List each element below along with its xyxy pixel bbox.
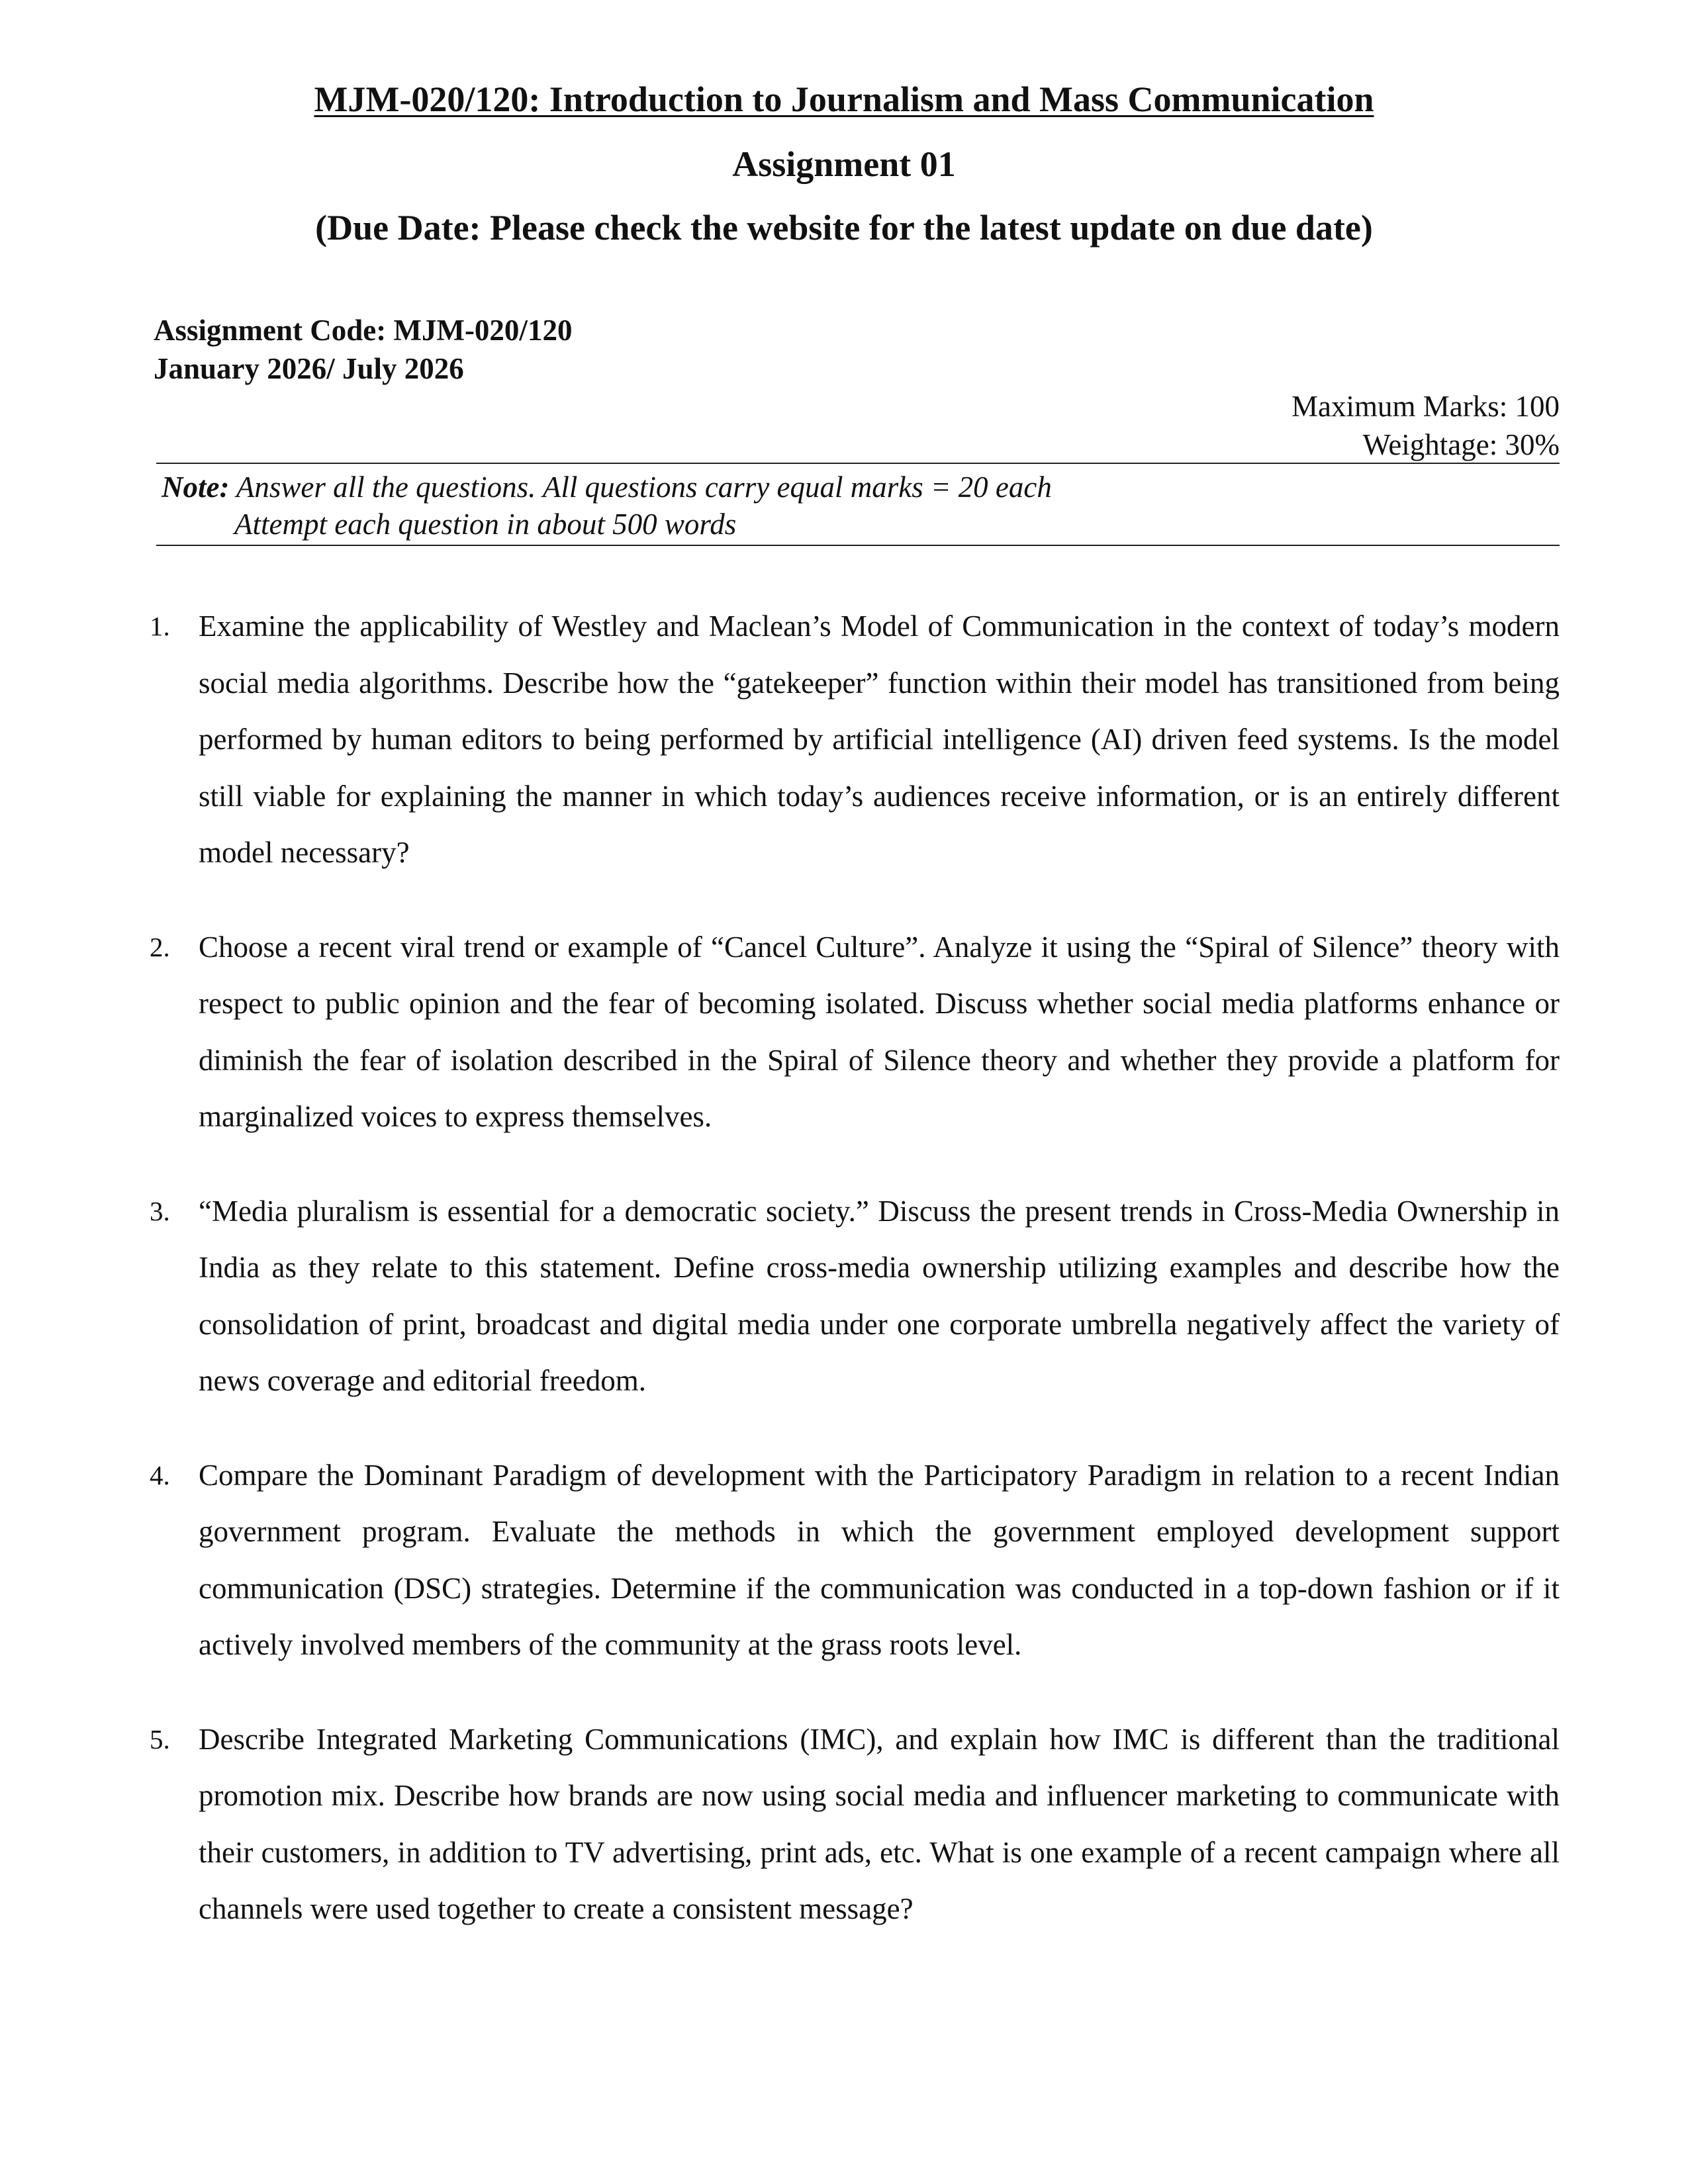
question-number: 3. [150, 1195, 170, 1226]
assignment-code: Assignment Code: MJM-020/120 [154, 314, 573, 347]
instructions-note [162, 469, 1052, 543]
question-number: 4. [150, 1459, 170, 1490]
note-line-1: Answer all the questions. All questions carry equal marks = 20 each [229, 471, 1052, 504]
question-text: “Media pluralism is essential for a democratic society.” Discuss the present trends in Cross-Media Ownership in India as they relate to this statement. Define cross-media ownership utilizing examples and describe how the consolidation of print, broadcast and digital media under one corporate umbrella negatively affect the variety of news coverage and editorial freedom. [199, 1194, 1560, 1397]
question-item [150, 598, 1560, 882]
question-number: 1. [150, 611, 170, 641]
divider-bottom [156, 545, 1560, 546]
assignment-label: Assignment 01 [732, 144, 956, 184]
assignment-meta [154, 311, 572, 388]
question-text: Compare the Dominant Paradigm of development with the Participatory Paradigm in relation to a recent Indian government program. Evaluate the methods in which the government employed development support communication (DSC) strategies. Determine if the communication was conducted in a top-down fashion or if it actively involved members of the community at the grass roots level. [199, 1458, 1560, 1661]
note-label: Note: [162, 471, 230, 504]
question-item [150, 1447, 1560, 1674]
course-title: MJM-020/120: Introduction to Journalism and Mass Communication [314, 79, 1374, 119]
divider-top [156, 463, 1560, 464]
question-text: Describe Integrated Marketing Communications (IMC), and explain how IMC is different than the traditional promotion mix. Describe how brands are now using social media and influencer marketing to communicate with their customers, in addition to TV advertising, print ads, etc. What is one example of a recent campaign where all channels were used together to create a consistent message? [199, 1722, 1560, 1925]
due-date-notice: (Due Date: Please check the website for the latest update on due date) [315, 208, 1373, 248]
maximum-marks: Maximum Marks: 100 [1291, 390, 1560, 423]
question-item [150, 1183, 1560, 1410]
question-text: Examine the applicability of Westley and Maclean’s Model of Communication in the context of today’s modern social media algorithms. Describe how the “gatekeeper” function within their model has transitioned from being performed by human editors to being performed by artificial intelligence (AI) driven feed systems. Is the model still viable for explaining the manner in which today’s audiences receive information, or is an entirely different model necessary? [199, 610, 1560, 869]
question-list [150, 598, 1560, 1938]
marks-info [1291, 387, 1560, 464]
session: January 2026/ July 2026 [154, 352, 464, 385]
weightage: Weightage: 30% [1362, 428, 1560, 461]
note-line-2: Attempt each question in about 500 words [234, 508, 737, 541]
question-text: Choose a recent viral trend or example of “Cancel Culture”. Analyze it using the “Spiral of Silence” theory with respect to public opinion and the fear of becoming isolated. Discuss whether social media platforms enhance or diminish the fear of isolation described in the Spiral of Silence theory and whether they provide a platform for marginalized voices to express themselves. [199, 930, 1560, 1133]
question-item [150, 1711, 1560, 1938]
question-number: 2. [150, 931, 170, 962]
question-number: 5. [150, 1723, 170, 1754]
question-item [150, 919, 1560, 1146]
